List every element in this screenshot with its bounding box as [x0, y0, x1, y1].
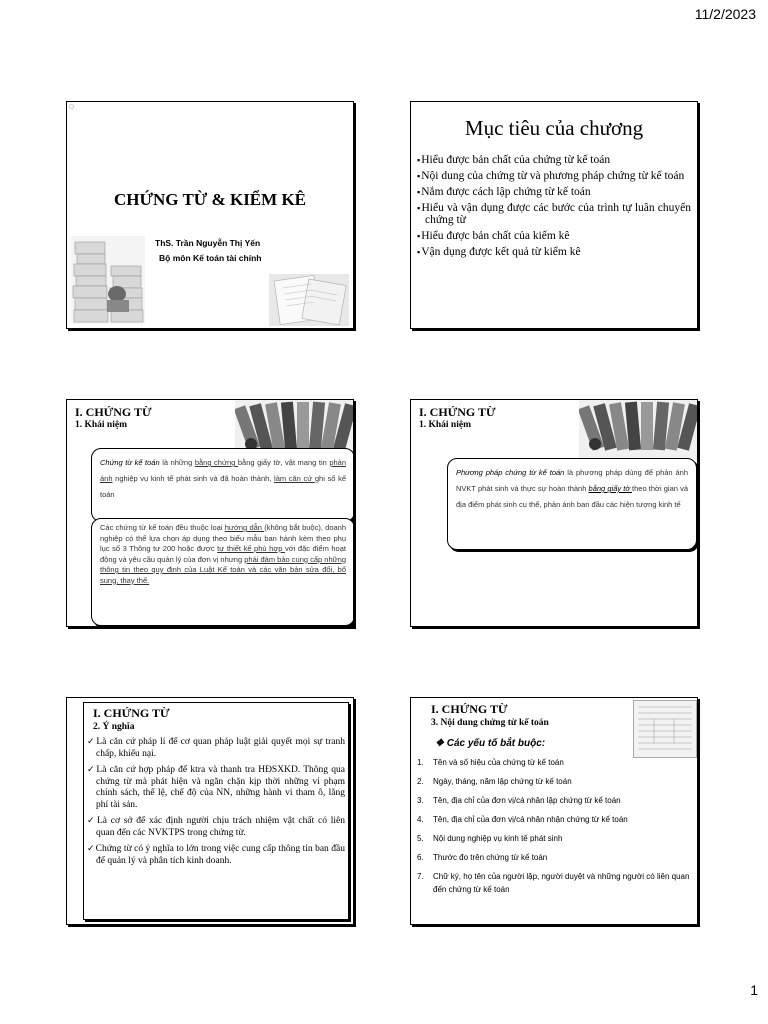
slide-3-concept [66, 399, 354, 627]
definition-box: Phương pháp chứng từ kế toán là phương pháp dùng để phản ánh NVKT phát sinh và thực sự hoàn thành bằng giấy tờ theo thời gian và địa điểm phát sinh cụ thể, phản ánh ban đầu các hiện tượng kinh tế [447, 458, 697, 550]
department: Bộ môn Kế toán tài chính [159, 253, 262, 263]
definition-box: Chứng từ kế toán là những bằng chứng bằng giấy tờ, vật mang tin phản ánh nghiệp vụ kinh tế phát sinh và đã hoàn thành, làm căn cứ ghi sổ kế toán [91, 448, 354, 522]
list-item: 4. Tên, địa chỉ của đơn vị/cá nhân nhận chứng từ kế toán [417, 815, 628, 824]
corner-mark: ▢ [69, 105, 74, 110]
author-name: ThS. Trần Nguyễn Thị Yến [155, 238, 261, 248]
list-item: ▪ Vận dụng được kết quả từ kiểm kê [417, 246, 691, 258]
binders-illustration [579, 400, 697, 460]
page-number: 1 [750, 982, 758, 998]
objectives-list [417, 154, 691, 262]
list-item: ✓ Là cơ sở để xác định người chịu trách nhiệm vật chất có liên quan đến các NVKTPS trong chứng từ. [87, 815, 345, 839]
list-item: ▪ Nắm được cách lập chứng từ kế toán [417, 186, 691, 198]
note-box: Các chứng từ kế toán đều thuộc loại hướng dẫn (không bắt buộc), doanh nghiệp có thể lựa chọn áp dụng theo biểu mẫu ban hành kèm theo phụ lục số 3 Thông tư 200 hoặc được tự thiết kế phù hợp với đặc điểm hoạt động và yêu cầu quản lý của đơn vị nhưng phải đảm bảo cung cấp những thông tin theo quy định của Luật Kế toán và các văn bản sửa đổi, bổ sung, thay thế. [91, 518, 354, 626]
list-item: 6. Thước đo trên chứng từ kế toán [417, 853, 548, 862]
list-item: 1. Tên và số hiệu của chứng từ kế toán [417, 758, 564, 767]
list-item: ✓ Là căn cứ pháp lí để cơ quan pháp luật giải quyết mọi sự tranh chấp, khiếu nại. [87, 736, 345, 760]
list-item: ▪ Hiểu được bản chất của kiểm kê [417, 230, 691, 242]
document-illustration [269, 274, 349, 326]
slide-2-objectives [410, 101, 698, 329]
slide-4-method [410, 399, 698, 627]
list-item: 7. Chữ ký, họ tên của người lập, người duyệt và những người có liên quan đến chứng từ kế toán [417, 872, 690, 894]
slide-1-title [66, 101, 354, 329]
list-item: 2. Ngày, tháng, năm lập chứng từ kế toán [417, 777, 572, 786]
print-date: 11/2/2023 [694, 6, 756, 22]
subsection-title: 1. Khái niệm [419, 420, 471, 430]
deck-title: CHỨNG TỪ & KIỂM KÊ [113, 190, 307, 209]
slide-heading: Mục tiêu của chương [464, 116, 644, 140]
paper-stack-illustration [71, 236, 145, 324]
subsection-title: 1. Khái niệm [75, 420, 127, 430]
section-title: I. CHỨNG TỪ [93, 706, 170, 720]
required-elements-list [417, 750, 691, 896]
list-item: ✓ Là căn cứ hợp pháp để ktra và thanh tra HĐSXKD. Thông qua chứng từ mà phát hiện và ngăn chặn kịp thời những vi phạm chính sách, thể lệ, chế độ của NN, những hành vi tham ô, lãng phí tài sản. [87, 764, 345, 811]
subsection-title: 3. Nội dung chứng từ kế toán [431, 718, 549, 728]
required-elements-heading: ❖ Các yếu tố bắt buộc: [435, 738, 546, 749]
section-title: I. CHỨNG TỪ [75, 405, 152, 419]
section-title: I. CHỨNG TỪ [431, 702, 508, 716]
list-item: 5. Nội dung nghiệp vụ kinh tế phát sinh [417, 834, 563, 843]
list-item: 3. Tên, địa chỉ của đơn vị/cá nhân lập chứng từ kế toán [417, 796, 621, 805]
subsection-title: 2. Ý nghĩa [93, 722, 135, 732]
list-item: ▪ Nội dung của chứng từ và phương pháp chứng từ kế toán [417, 170, 691, 182]
list-item: ✓ Chứng từ có ý nghĩa to lớn trong việc cung cấp thông tin ban đầu để quản lý và phân tích kinh doanh. [87, 843, 345, 867]
slide-6-contents [410, 697, 698, 925]
list-item: ▪ Hiểu được bản chất của chứng từ kế toán [417, 154, 691, 166]
section-title: I. CHỨNG TỪ [419, 405, 496, 419]
list-item: ▪ Hiểu và vận dụng được các bước của trình tự luân chuyển chứng từ [417, 202, 691, 226]
slide-5-meaning [66, 697, 354, 925]
meaning-list [87, 736, 345, 871]
